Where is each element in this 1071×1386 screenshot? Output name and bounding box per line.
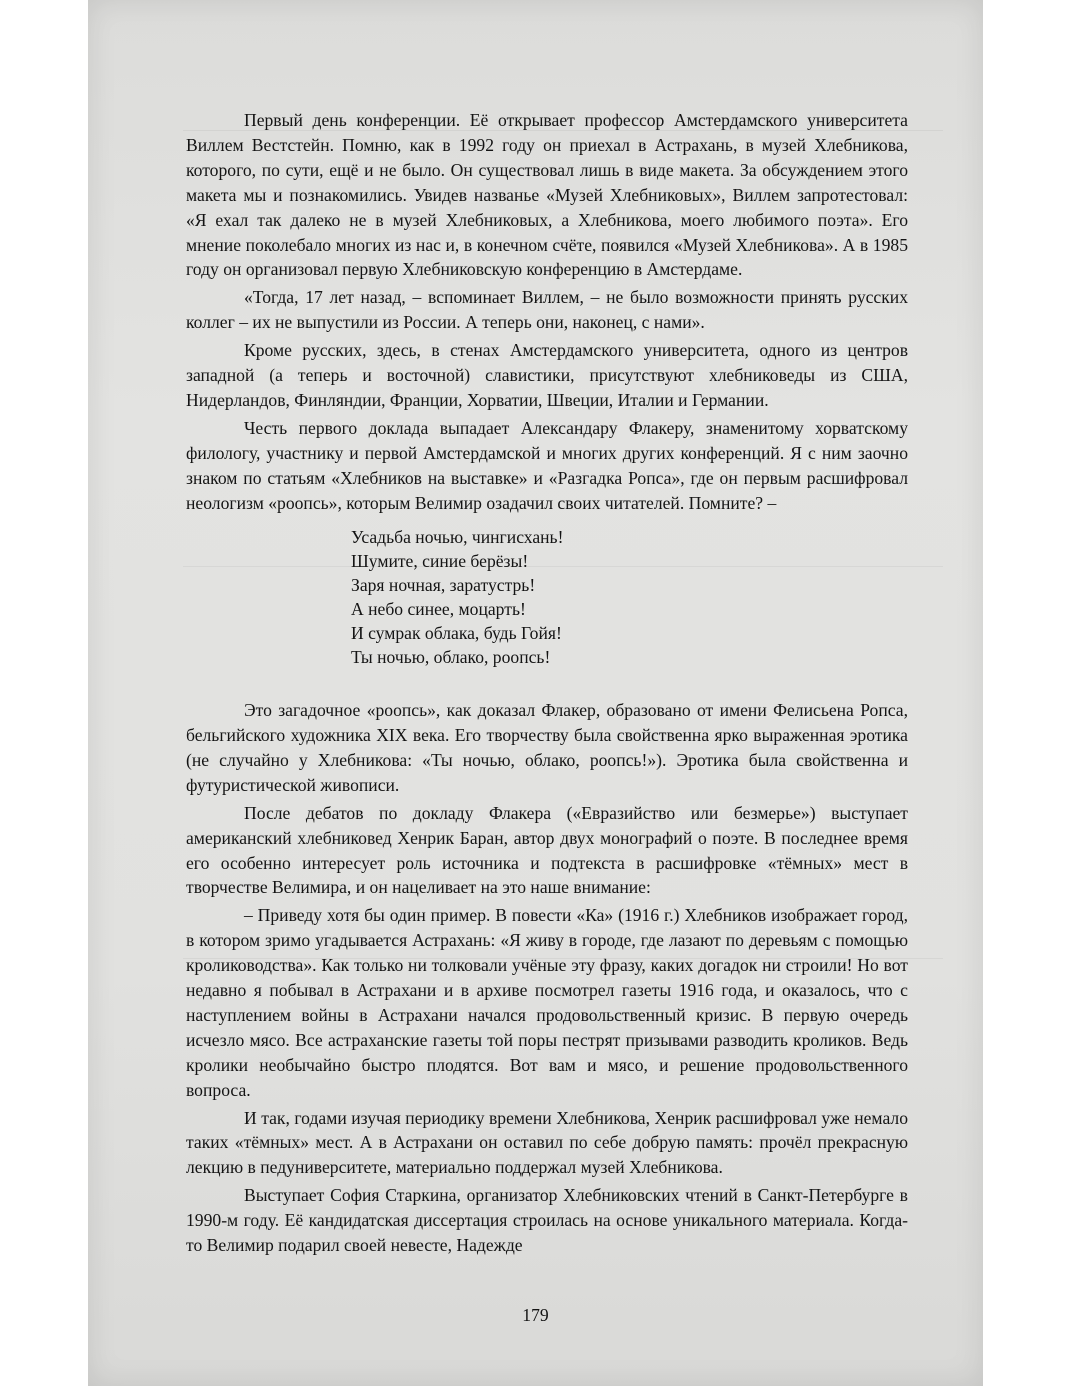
paragraph: После дебатов по докладу Флакера («Евразийство или безмерье») выступает американский хлебниковед Хенрик Баран, автор двух монографий о поэте. В последнее время его особенно интересует роль источника и подтекста в расшифровке «тёмных» мест в творчестве Велимира, и он нацеливает на это наше внимание: (186, 802, 908, 898)
paragraph: Это загадочное «роопсь», как доказал Флакер, образовано от имени Фелисьена Ропса, бельгийского художника XIX века. Его творчеству была свойственна ярко выраженная эротика (не случайно у Хлебникова: «Ты ночью, облако, роопсь!»). Эротика была свойственна и футуристической живописи. (186, 700, 908, 795)
paragraph: Первый день конференции. Её открывает профессор Амстердамского университета Виллем Вестстейн. Помню, как в 1992 году он приехал в Астрахань, в музей Хлебникова, которого, по сути, ещё и не было. Он существовал лишь в виде макета. За обсуждением этого макета мы и познакомились. Увидев названье «Музей Хлебниковых», Виллем запротестовал: «Я ехал так далеко не в музей Хлебниковых, а Хлебникова, моего любимого поэта». Его мнение поколебало многих из нас и, в конечном счёте, появился «Музей Хлебникова». А в 1985 году он организовал первую Хлебниковскую конференцию в Амстердаме. (186, 110, 908, 280)
poem-line: А небо синее, моцарть! (351, 598, 526, 619)
paragraph: Выступает София Старкина, организатор Хлебниковских чтений в Санкт-Петербурге в 1990-м году. Её кандидатская диссертация строилась на основе уникального материала. Когда-то Велимир подарил своей невесте, Надежде (186, 1185, 908, 1256)
paragraph: Кроме русских, здесь, в стенах Амстердамского университета, одного из центров западной (а теперь и восточной) славистики, присутствуют хлебниковеды из США, Нидерландов, Финляндии, Франции, Хорватии, Швеции, Италии и Германии. (186, 340, 908, 410)
paragraph: Честь первого доклада выпадает Александару Флакеру, знаменитому хорватскому филологу, участнику и первой Амстердамской и многих других конференций. Я с ним заочно знаком по статьям «Хлебников на выставке» и «Разгадка Ропса», где он первым расшифровал неологизм «роопсь», которым Велимир озадачил своих читателей. Помните? – (186, 417, 908, 513)
poem-line: Шумите, синие берёзы! (351, 550, 529, 571)
paragraph: «Тогда, 17 лет назад, – вспоминает Виллем, – не было возможности принять русских коллег – их не выпустили из России. А теперь они, наконец, с нами». (186, 287, 908, 333)
page-number: 179 (522, 1305, 549, 1325)
poem-quote (351, 525, 908, 670)
poem-line: И сумрак облака, будь Гойя! (351, 622, 562, 643)
poem-line: Заря ночная, заратустрь! (351, 574, 536, 595)
poem-line: Ты ночью, облако, роопсь! (351, 646, 551, 667)
poem-line: Усадьба ночью, чингисхань! (351, 526, 564, 547)
paragraph: И так, годами изучая периодику времени Хлебникова, Хенрик расшифровал уже немало таких «тёмных» мест. А в Астрахани он оставил по себе добрую память: прочёл прекрасную лекцию в педуниверситете, материально поддержал музей Хлебникова. (186, 1107, 908, 1178)
page-body (186, 108, 908, 1261)
paragraph: – Приведу хотя бы один пример. В повести «Ка» (1916 г.) Хлебников изображает город, в котором зримо угадывается Астрахань: «Я живу в городе, где лазают по деревьям с помощью кролиководства». Как только ни толковали учёные эту фразу, каких догадок ни строили! Но вот недавно я побывал в Астрахани и в архиве посмотрел газеты 1916 года, и оказалось, что с наступлением войны в Астрахани начался продовольственный кризис. В первую очередь исчезло мясо. Все астраханские газеты той поры пестрят призывами разводить кроликов. Ведь кролики необычайно быстро плодятся. Вот вам и мясо, и решение продовольственного вопроса. (186, 905, 908, 1100)
